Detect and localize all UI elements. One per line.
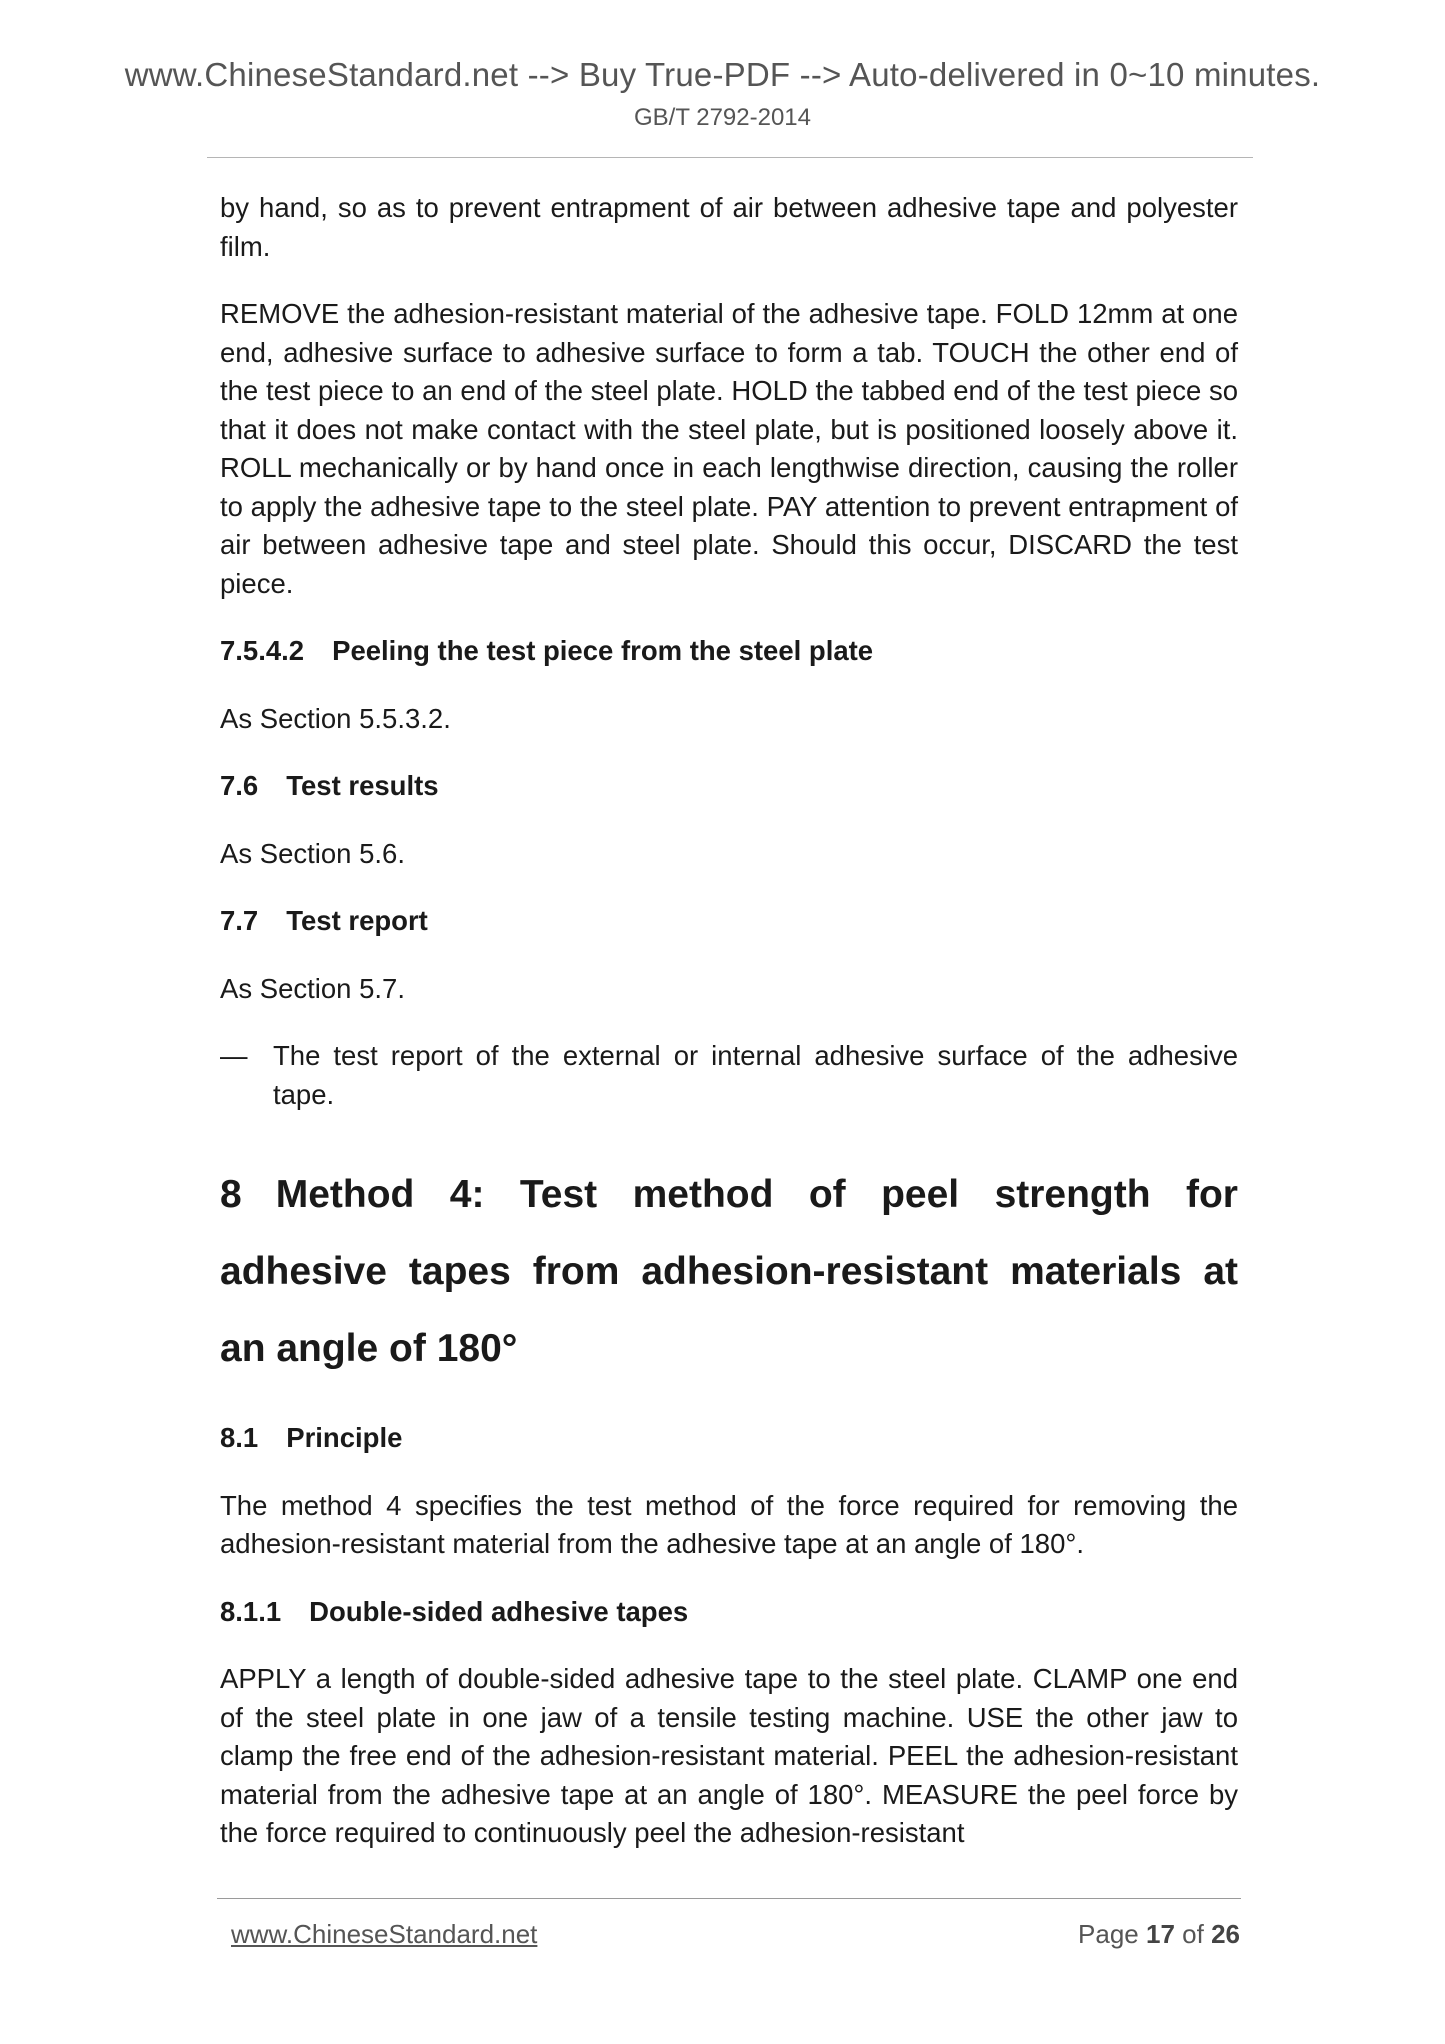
page-header [0,55,1445,133]
section-heading-7-5-4-2 [220,632,1238,671]
section-title: Test results [286,770,439,801]
page-word: Page [1078,1919,1139,1949]
section-number: 8.1 [220,1422,259,1453]
chapter-number: 8 [220,1173,242,1216]
section-heading-8-1 [220,1419,1238,1458]
section-heading-7-7 [220,902,1238,941]
chapter-heading-8 [220,1156,1238,1387]
paragraph-reference: As Section 5.6. [220,837,405,869]
dash-bullet: — [220,1040,248,1071]
paragraph-principle: The method 4 specifies the test method of the force required for removing the adhesion-resistant material from the adhesive tape at an angle of 180°. [220,1489,1238,1559]
section-heading-7-6 [220,767,1238,806]
page-number [1078,1918,1240,1950]
paragraph-reference: As Section 5.7. [220,972,405,1004]
page-total: 26 [1211,1919,1240,1949]
section-title: Peeling the test piece from the steel plate [332,635,874,666]
section-title: Test report [286,905,428,936]
page-of: of [1182,1919,1204,1949]
section-number: 7.6 [220,770,259,801]
section-number: 8.1.1 [220,1595,282,1627]
section-number: 7.7 [220,905,259,936]
header-divider [207,157,1253,158]
section-heading-8-1-1 [220,1593,1238,1632]
footer-website-link[interactable]: www.ChineseStandard.net [231,1919,538,1949]
promo-banner: www.ChineseStandard.net --> Buy True-PDF --> Auto-delivered in 0~10 minutes. [124,56,1321,93]
document-code: GB/T 2792-2014 [633,104,811,131]
section-number: 7.5.4.2 [220,635,305,666]
paragraph-procedure: REMOVE the adhesion-resistant material of the adhesive tape. FOLD 12mm at one end, adhesive surface to adhesive surface to form a tab. TOUCH the other end of the test piece to an end of the steel plate. HOLD the tabbed end of the test piece so that it does not make contact with the steel plate, but is positioned loosely above it. ROLL mechanically or by hand once in each lengthwise direction, causing the roller to apply the adhesive tape to the steel plate. PAY attention to prevent entrapment of air between adhesive tape and steel plate. Should this occur, DISCARD the test piece. [220,298,1238,599]
list-item-text: The test report of the external or internal adhesive surface of the adhesive tape. [273,1040,1238,1110]
paragraph-reference: As Section 5.5.3.2. [220,702,451,734]
list-item [220,1037,1238,1114]
page-current: 17 [1146,1919,1175,1949]
section-title: Double-sided adhesive tapes [309,1595,689,1627]
paragraph-double-sided: APPLY a length of double-sided adhesive tape to the steel plate. CLAMP one end of the steel plate in one jaw of a tensile testing machine. USE the other jaw to clamp the free end of the adhesion-resistant material. PEEL the adhesion-resistant material from the adhesive tape at an angle of 180°. MEASURE the peel force by the force required to continuously peel the adhesion-resistant [220,1663,1238,1848]
page-content [220,189,1238,1882]
chapter-title: Method 4: Test method of peel strength for adhesive tapes from adhesion-resistant materials at an angle of 180° [220,1173,1238,1370]
paragraph-continuation: by hand, so as to prevent entrapment of air between adhesive tape and polyester film. [220,192,1238,262]
section-title: Principle [286,1422,403,1453]
footer-divider [217,1898,1241,1899]
page-footer [231,1918,1240,1950]
